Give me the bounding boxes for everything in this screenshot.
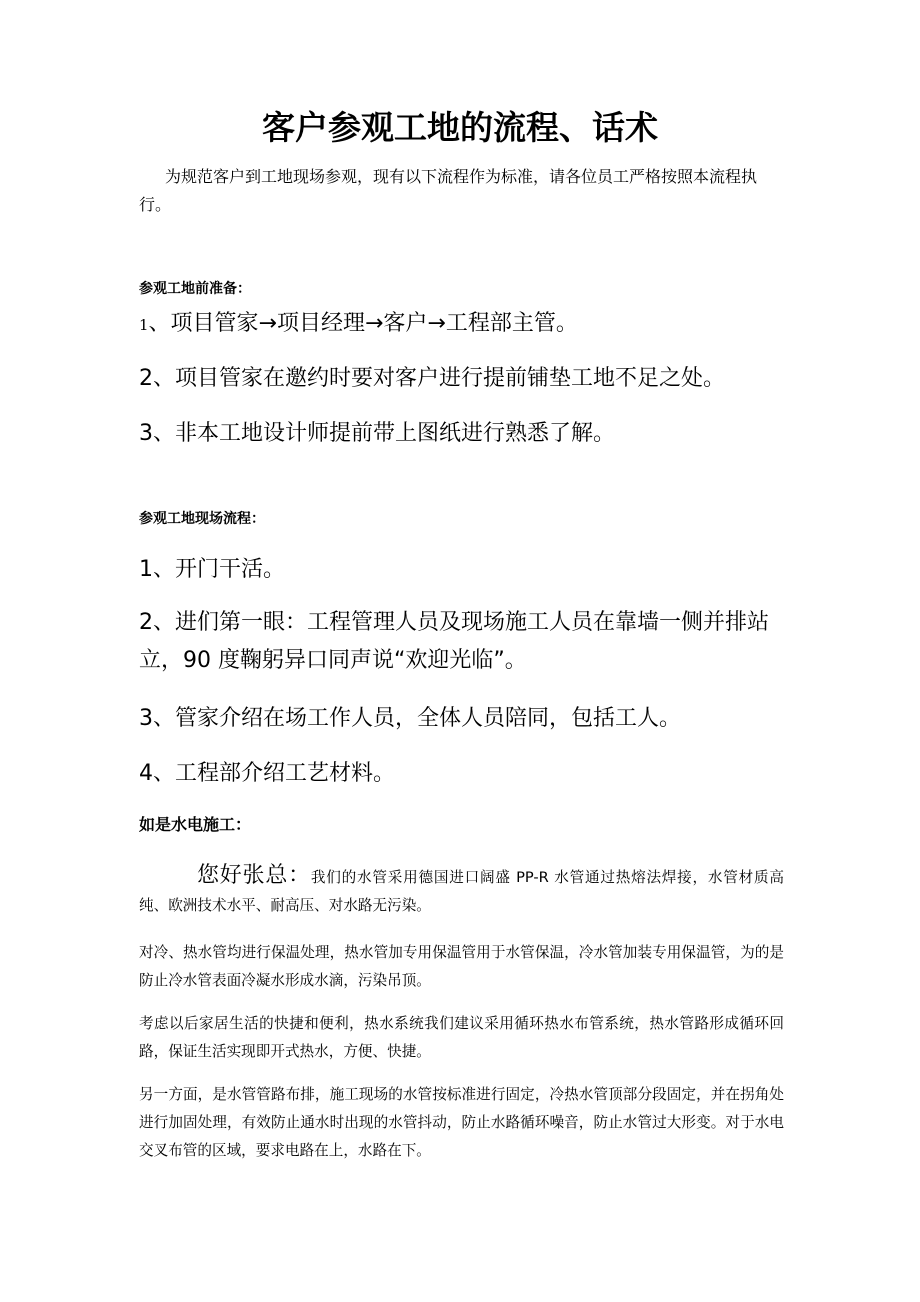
section-heading-plumbing: 如是水电施工： <box>139 815 252 834</box>
prep-item-1 <box>139 309 578 340</box>
prep-item-3 <box>139 419 615 449</box>
paragraph-text: 我们的水管采用德国进口阔盛 PP-R 水管通过热熔法焊接，水管材质高纯、欧洲技术水平、耐高压、对水路无污染。 <box>139 869 784 914</box>
intro-paragraph: 为规范客户到工地现场参观，现有以下流程作为标准，请各位员工严格按照本流程执行。 <box>139 167 758 214</box>
prep-item-number: 2 <box>139 366 153 391</box>
prep-item-number: 1 <box>139 316 149 334</box>
onsite-item-1: 1、开门干活。 <box>139 557 285 582</box>
section-heading-onsite: 参观工地现场流程： <box>139 511 265 527</box>
plumbing-paragraph-3: 考虑以后家居生活的快捷和便利，热水系统我们建议采用循环热水布管系统，热水管路形成循环回路，保证生活实现即开式热水，方便、快捷。 <box>139 1015 784 1060</box>
prep-item-number: 3 <box>139 421 153 446</box>
plumbing-paragraph-4: 另一方面，是水管管路布排，施工现场的水管按标准进行固定，冷热水管顶部分段固定，并在拐角处进行加固处理，有效防止通水时出现的水管抖动，防止水路循环噪音，防止水管过大形变。对于水电交叉布管的区域，要求电路在上，水路在下。 <box>139 1086 784 1159</box>
onsite-item-3: 3、管家介绍在场工作人员，全体人员陪同，包括工人。 <box>139 706 681 731</box>
prep-item-text: 、项目管家→项目经理→客户→工程部主管。 <box>148 311 578 336</box>
plumbing-paragraph-2: 对冷、热水管均进行保温处理，热水管加专用保温管用于水管保温，冷水管加装专用保温管，为的是防止冷水管表面冷凝水形成水滴，污染吊顶。 <box>139 944 784 989</box>
onsite-item-2: 2、进们第一眼：工程管理人员及现场施工人员在靠墙一侧并排站立，90 度鞠躬异口同声说“欢迎光临”。 <box>139 610 769 673</box>
onsite-item-4: 4、工程部介绍工艺材料。 <box>139 761 395 786</box>
prep-item-2 <box>139 364 725 394</box>
prep-item-text: 、非本工地设计师提前带上图纸进行熟悉了解。 <box>153 421 616 446</box>
document-title: 客户参观工地的流程、话术 <box>262 108 658 147</box>
section-heading-preparation: 参观工地前准备： <box>139 281 251 297</box>
prep-item-text: 、项目管家在邀约时要对客户进行提前铺垫工地不足之处。 <box>153 366 726 391</box>
plumbing-paragraph-1 <box>139 862 784 920</box>
greeting-text: 您好张总： <box>197 863 311 888</box>
